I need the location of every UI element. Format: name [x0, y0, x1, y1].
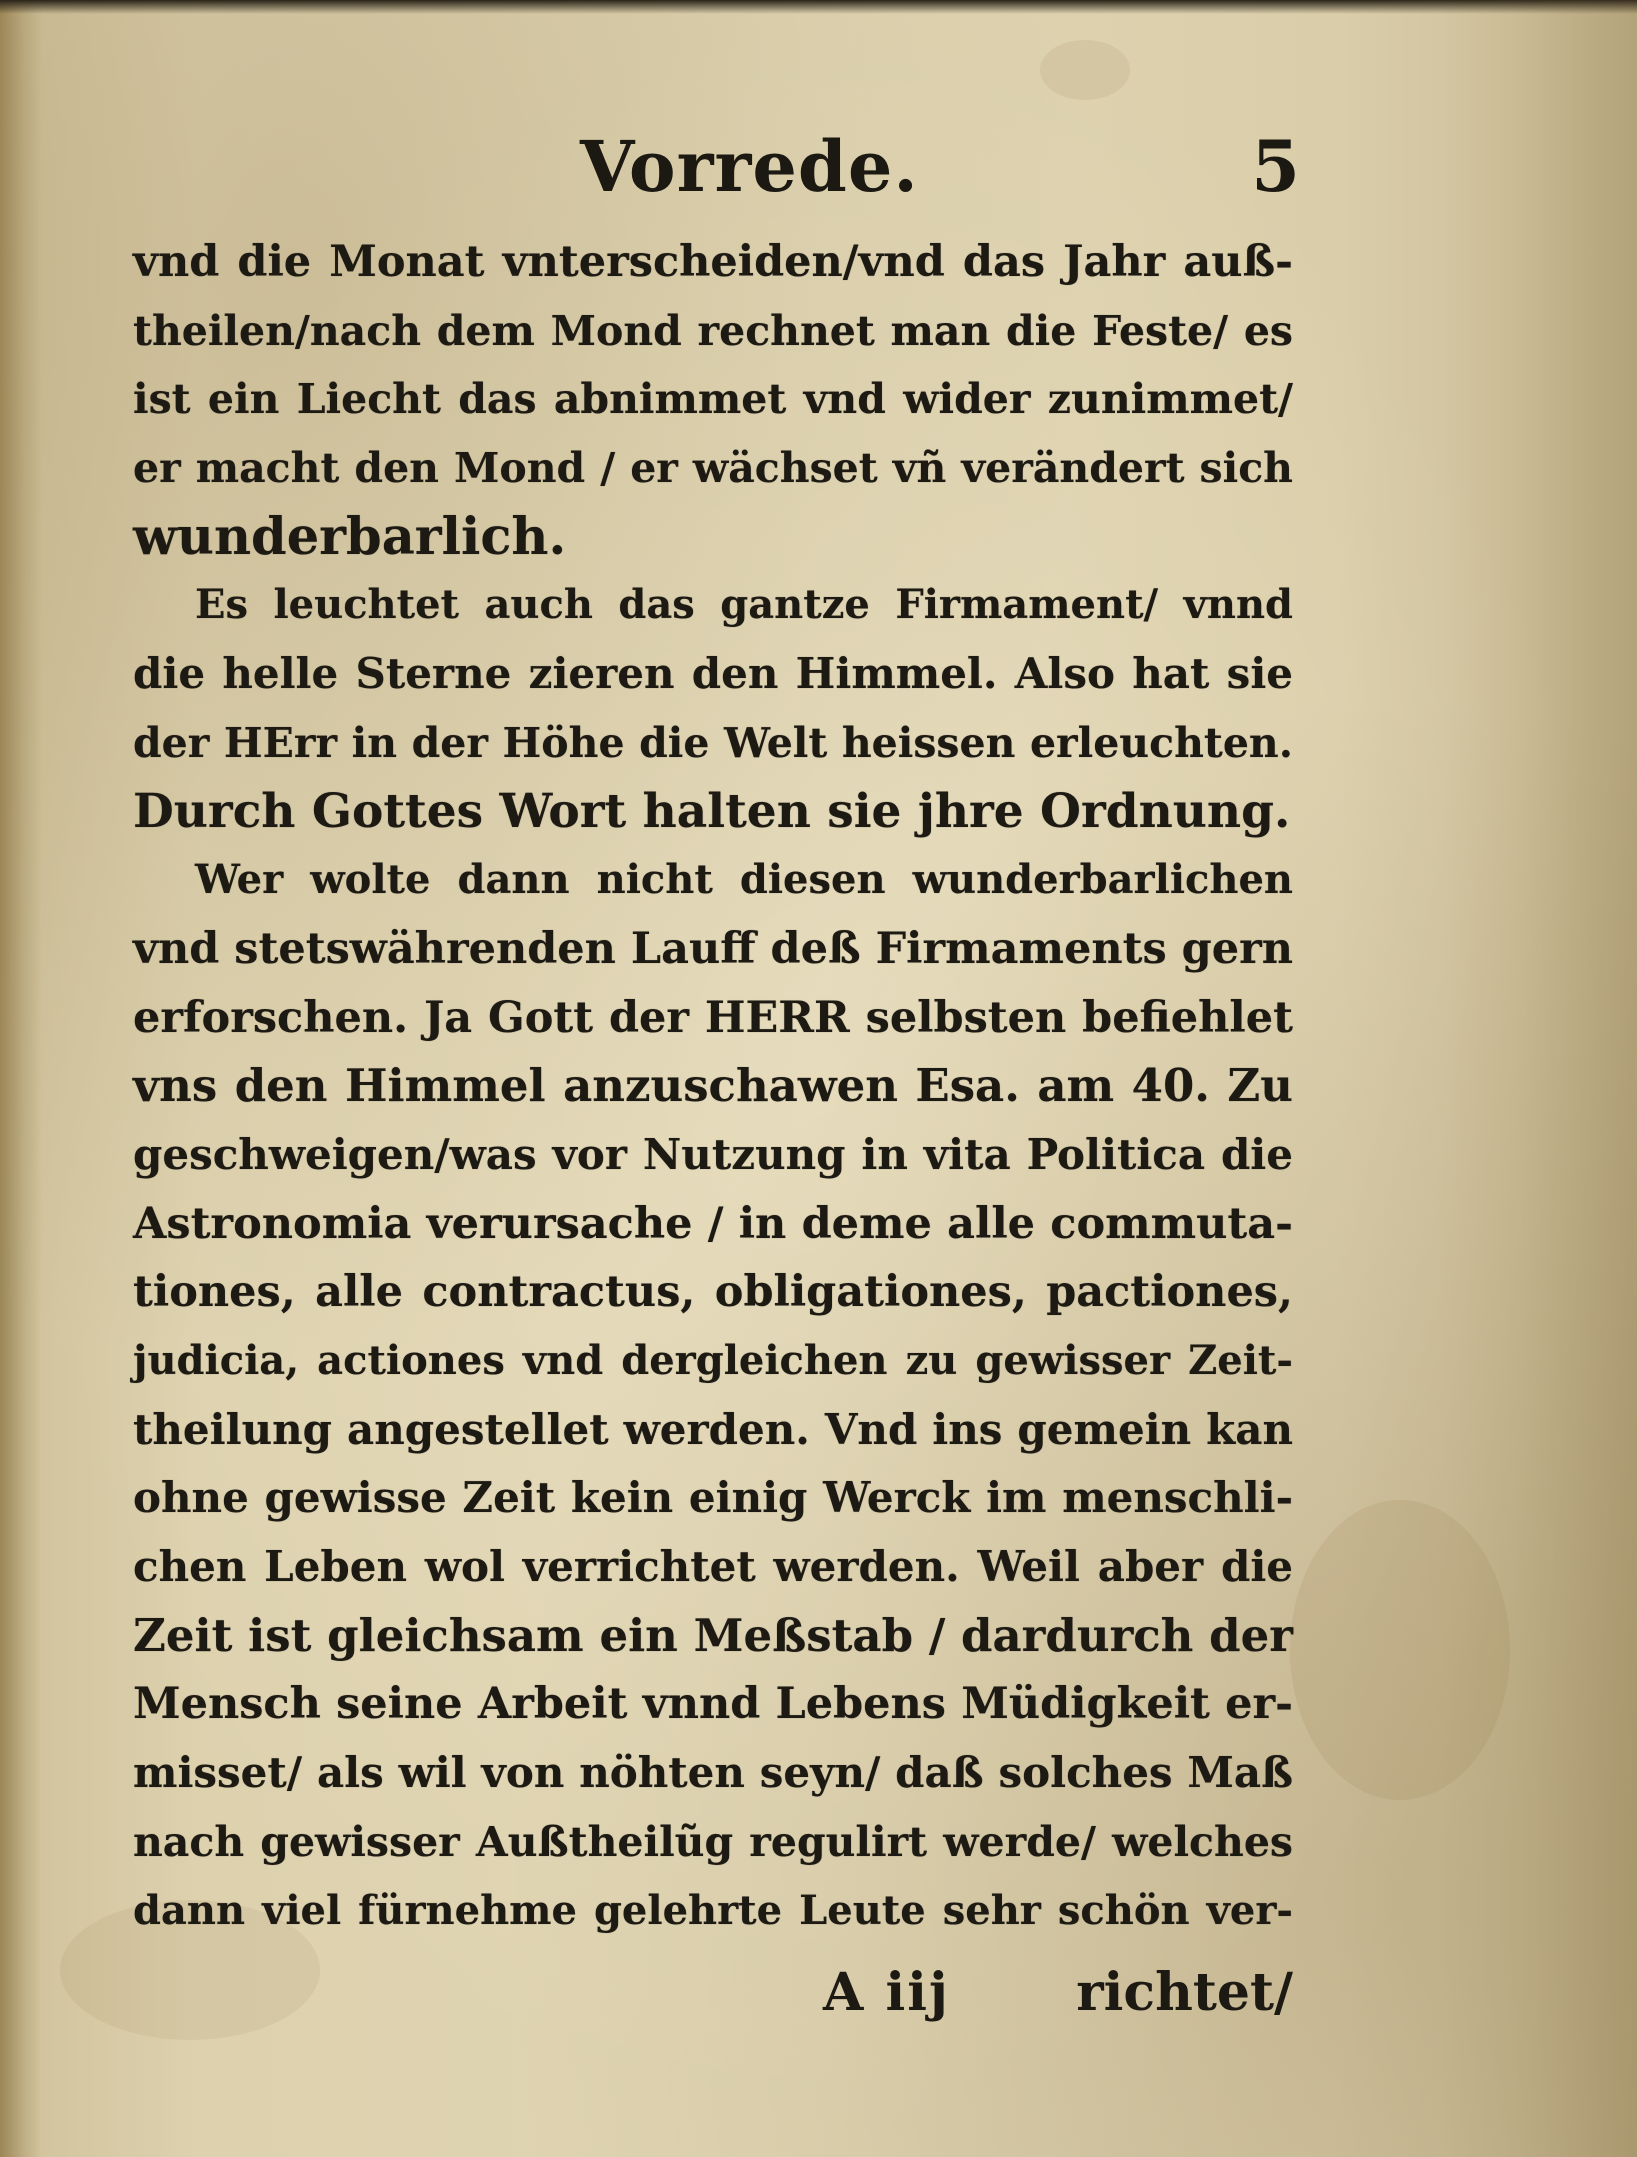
page-right-shadow	[1337, 0, 1637, 2157]
text-line: vns den Himmel anzuschawen Esa. am 40. Zu	[133, 1059, 1293, 1113]
page-header	[130, 112, 1300, 222]
text-line: theilung angestellet werden. Vnd ins gemein kan	[133, 1404, 1293, 1454]
text-line: Wer wolte dann nicht diesen wunderbarlichen	[195, 856, 1293, 904]
paper-stain	[1040, 40, 1130, 100]
text-line: dann viel fürnehme gelehrte Leute sehr schön ver-	[133, 1886, 1293, 1934]
body-text	[133, 228, 1293, 1945]
page-number: 5	[1251, 125, 1300, 208]
text-line: Durch Gottes Wort halten sie jhre Ordnung.	[133, 783, 1291, 839]
text-line: die helle Sterne zieren den Himmel. Also hat sie	[133, 649, 1293, 699]
text-line: ist ein Liecht das abnimmet vnd wider zunimmet/	[133, 375, 1293, 424]
text-line: tiones, alle contractus, obligationes, pactiones,	[133, 1267, 1293, 1318]
text-line: vnd stetswährenden Lauff deß Firmaments gern	[133, 923, 1293, 974]
text-line: der HErr in der Höhe die Welt heissen erleuchten.	[133, 718, 1293, 767]
catchword: richtet/	[1076, 1962, 1293, 2023]
text-line: nach gewisser Außtheilũg regulirt werde/ welches	[133, 1817, 1293, 1866]
text-line: Zeit ist gleichsam ein Meßstab / dardurch der	[133, 1608, 1293, 1662]
text-line: theilen/nach dem Mond rechnet man die Feste/ es	[133, 306, 1293, 355]
text-line: misset/ als wil von nöhten seyn/ daß solches Maß	[133, 1748, 1293, 1798]
text-line: geschweigen/was vor Nutzung in vita Politica die	[133, 1129, 1293, 1179]
text-line: wunderbarlich.	[133, 506, 567, 567]
text-line: vnd die Monat vnterscheiden/vnd das Jahr auß-	[133, 237, 1293, 287]
text-line: er macht den Mond / er wächset vñ verändert sich	[133, 444, 1293, 493]
text-line: ohne gewisse Zeit kein einig Werck im menschli-	[133, 1473, 1293, 1523]
text-line: Astronomia verursache / in deme alle commuta-	[133, 1198, 1293, 1249]
text-line: chen Leben wol verrichtet werden. Weil aber die	[133, 1542, 1293, 1592]
text-line: Mensch seine Arbeit vnnd Lebens Müdigkeit er-	[133, 1679, 1293, 1730]
text-line: erforschen. Ja Gott der HERR selbsten befiehlet	[133, 992, 1293, 1043]
paper-stain	[1290, 1500, 1510, 1800]
page-left-edge	[0, 0, 42, 2157]
text-line: judicia, actiones vnd dergleichen zu gewisser Zeit-	[133, 1337, 1293, 1384]
text-line: Es leuchtet auch das gantze Firmament/ vnnd	[195, 581, 1293, 629]
running-title: Vorrede.	[580, 125, 919, 208]
signature-mark: A iij	[823, 1962, 950, 2023]
page-footer	[133, 1953, 1293, 2033]
